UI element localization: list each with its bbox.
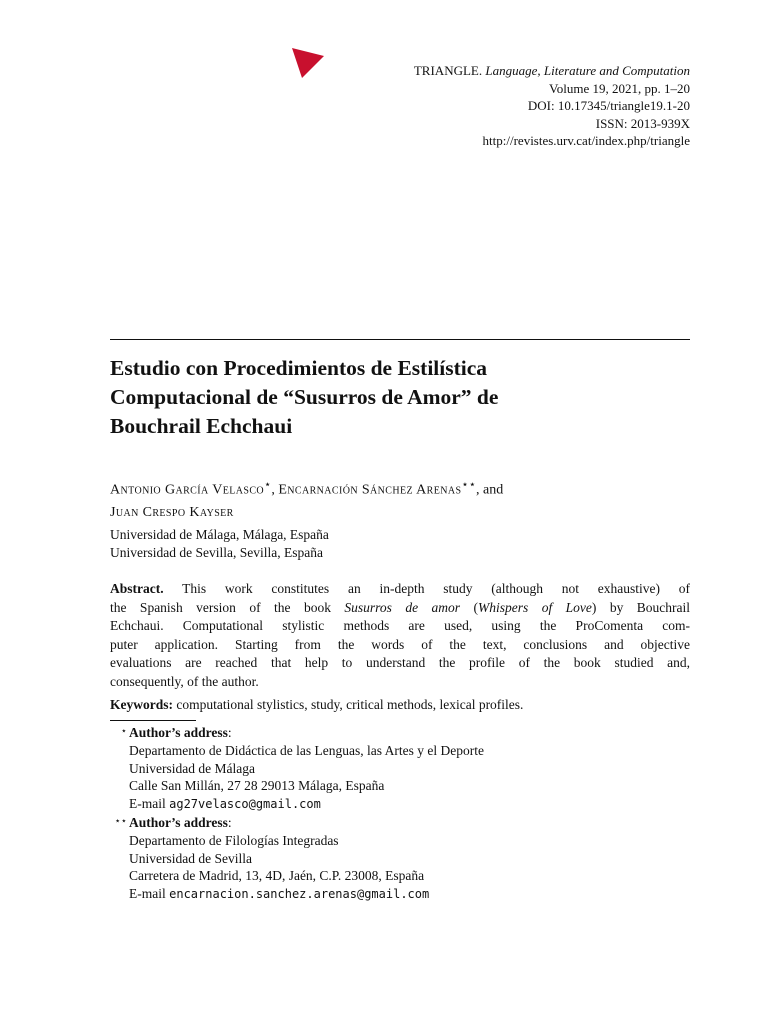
abstract-line-5: evaluations are reached that help to understand the profile of the book studied and, — [110, 655, 690, 670]
keywords — [110, 696, 690, 714]
title-rule — [110, 339, 690, 340]
footnote-rule — [110, 720, 196, 721]
footnote-line: Universidad de Málaga — [129, 760, 255, 776]
footnote-mark: ⋆ — [120, 726, 127, 737]
journal-volume: Volume 19, 2021, pp. 1–20 — [549, 80, 690, 96]
email-link[interactable]: ag27velasco@gmail.com — [169, 797, 321, 812]
authors — [110, 474, 690, 524]
journal-name: TRIANGLE. — [413, 63, 483, 78]
abstract-line-4: puter application. Starting from the words of the text, conclusions and objective — [110, 636, 690, 652]
footnote-heading: Author’s address — [129, 725, 228, 740]
keywords-text: computational stylistics, study, critical methods, lexical profiles. — [173, 697, 524, 712]
affiliation-malaga: Universidad de Málaga, Málaga, España — [110, 527, 329, 542]
footnote-author-1: ⋆ Author’s address: Departamento de Didáctica de las Lenguas, las Artes y el Deporte Universidad de Málaga Calle San Millán, 27 28 29013 Málaga, España E-mail ag27velasco@gmail.com — [110, 724, 710, 814]
footnote-line: Carretera de Madrid, 13, 4D, Jaén, C.P. 23008, España — [129, 868, 425, 884]
abstract-line-2: the Spanish version of the book Susurros de amor (Whispers of Love) by Bouchrail — [110, 599, 691, 615]
journal-issn: ISSN: 2013-939X — [595, 115, 690, 131]
book-title: Susurros de amor — [344, 599, 461, 615]
footnote-heading: Author’s address — [129, 814, 228, 830]
abstract-line-6: consequently, of the author. — [110, 673, 259, 689]
footnote-author-2: ⋆⋆ Author’s address: Departamento de Filologías Integradas Universidad de Sevilla Carretera de Madrid, 13, 4D, Jaén, C.P. 23008, España E-mail encarnacion.sanchez.arenas@gmail.com — [110, 814, 710, 904]
journal-doi: DOI: 10.17345/triangle19.1-20 — [527, 98, 690, 113]
journal-subtitle: Language, Literature and Computation — [485, 63, 690, 78]
journal-name-line — [270, 62, 690, 80]
email-link[interactable]: encarnacion.sanchez.arenas@gmail.com — [169, 887, 430, 902]
abstract-line-1: Abstract. This work constitutes an in-depth study (although not exhaustive) of — [110, 581, 690, 596]
abstract-label: Abstract. — [110, 581, 164, 596]
abstract — [110, 580, 690, 691]
affiliation-sevilla: Universidad de Sevilla, Sevilla, España — [110, 545, 323, 560]
author-mark-1: ⋆ — [264, 478, 272, 491]
title-line-2: Computacional de “Susurros de Amor” de — [110, 385, 499, 409]
footnote-mark: ⋆⋆ — [114, 815, 127, 827]
title-line-1: Estudio con Procedimientos de Estilística — [110, 356, 488, 380]
author-mark-2: ⋆⋆ — [461, 478, 477, 491]
affiliations — [110, 526, 690, 562]
footnote-line: Universidad de Sevilla — [129, 850, 252, 866]
abstract-line-3: Echchaui. Computational stylistic methods are used, using the ProComenta com- — [110, 618, 690, 633]
paper-title — [110, 354, 690, 441]
footnote-line: Departamento de Didáctica de las Lenguas, las Artes y el Deporte — [129, 742, 484, 758]
footnote-line: Departamento de Filologías Integradas — [129, 832, 339, 848]
book-title-translation: Whispers of Love — [478, 599, 592, 615]
title-line-3: Bouchrail Echchaui — [110, 414, 293, 438]
author-crespo-kayser: Juan Crespo Kayser — [110, 504, 234, 520]
author-sanchez-arenas: Encarnación Sánchez Arenas — [278, 482, 462, 498]
footnotes — [110, 724, 710, 904]
journal-url[interactable]: http://revistes.urv.cat/index.php/triangle — [482, 133, 690, 148]
authors-line-1: Antonio García Velasco⋆, Encarnación Sánchez Arenas⋆⋆, and — [110, 478, 504, 498]
author-garcia-velasco: Antonio García Velasco — [110, 482, 265, 498]
keywords-label: Keywords: — [110, 697, 173, 712]
footnote-line: Calle San Millán, 27 28 29013 Málaga, España — [129, 778, 385, 794]
journal-header — [270, 62, 690, 150]
